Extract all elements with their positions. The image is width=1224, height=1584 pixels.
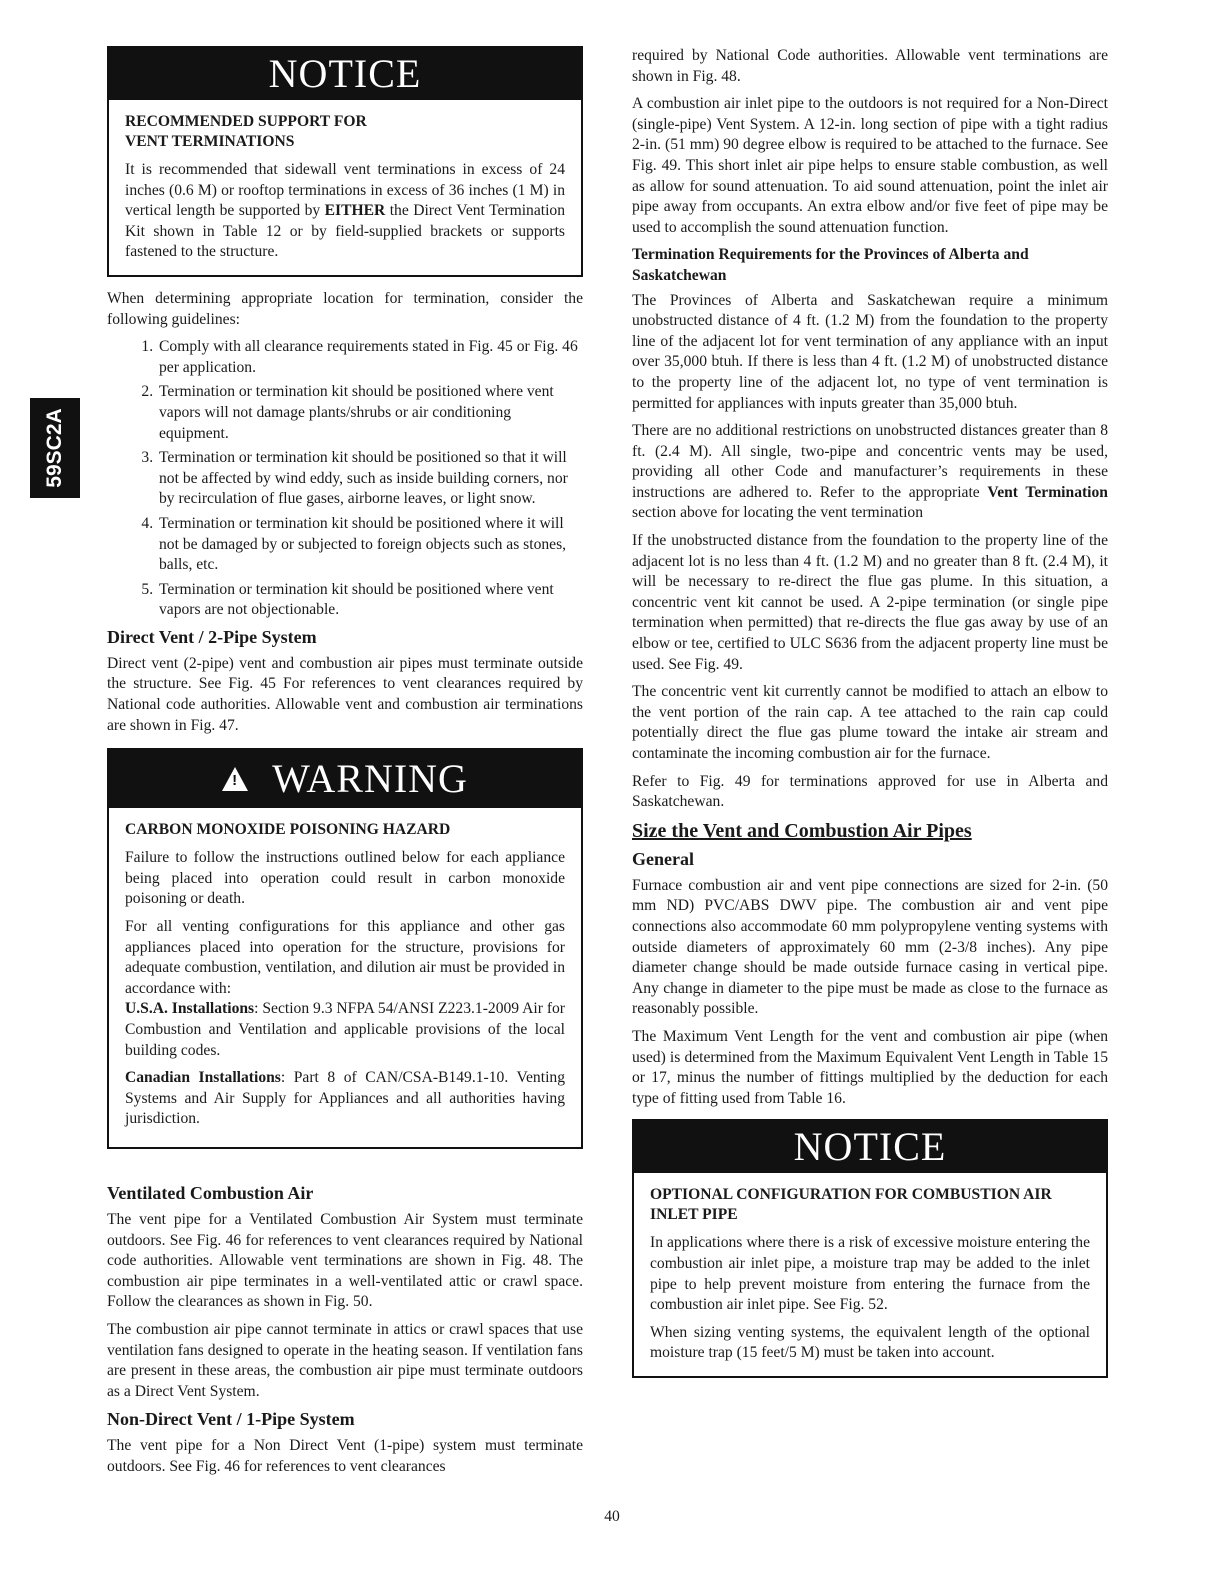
notice-optional-p2: When sizing venting systems, the equivalent length of the optional moisture trap (15 feet/5 M) must be taken into account.: [650, 1323, 1090, 1362]
alberta-p3: If the unobstructed distance from the foundation to the property line of the adjacent lot is no less than 4 ft. (1.2 M) and no greater than 8 ft. (2.4 M), it will be necessary to re-direct the flue gas plume. In this situation, a concentric vent kit cannot be used. A 2-pipe termination (or single pipe termination when permitted) that re-directs the flue gas away by use of an elbow or tee, certified to ULC S636 from the adjacent property line must be used. See Fig. 49.: [632, 532, 1108, 673]
nondirect-heading: Non-Direct Vent / 1-Pipe System: [107, 1409, 355, 1430]
notice-title: RECOMMENDED SUPPORT FOR VENT TERMINATIONS: [125, 113, 367, 150]
size-heading: Size the Vent and Combustion Air Pipes: [632, 819, 972, 842]
alberta-p1: The Provinces of Alberta and Saskatchewan require a minimum unobstructed distance of 4 ft. (1.2 M) from the foundation to the property line of the adjacent lot for vent termination of any appliance with an input over 35,000 btuh. If there is less than 4 ft. (1.2 M) of unobstructed distance to the property line of the adjacent lot, no type of vent termination is permitted for appliances with inputs greater than 35,000 btuh.: [632, 291, 1108, 412]
notice-support-box: [107, 46, 583, 277]
notice-optional-header: NOTICE: [634, 1121, 1106, 1173]
alberta-p2: There are no additional restrictions on unobstructed distances greater than 8 ft. (2.4 M). All single, two-pipe and concentric vents may be used, providing all other Code and manufacturer’s requirements in these instructions are adhered to. Refer to the appropriate Vent Termination section above for locating the vent termination: [632, 422, 1108, 522]
warning-header: ! WARNING: [109, 750, 581, 808]
ventilated-p1: The vent pipe for a Ventilated Combustion Air System must terminate outdoors. See Fig. 46 for references to vent clearances required by National code authorities. Allowable vent terminations are shown in Fig. 48. The combustion air pipe terminates in a well-ventilated attic or crawl space. Follow the clearances as shown in Fig. 50.: [107, 1210, 583, 1311]
direct-vent-text: Direct vent (2-pipe) vent and combustion air pipes must terminate outside the structure. See Fig. 45 For references to vent clearances required by National code authorities. Allowable vent and combustion air terminations are shown in Fig. 47.: [107, 654, 583, 734]
continued-text: required by National Code authorities. Allowable vent terminations are shown in Fig. 48.: [632, 47, 1108, 85]
warning-box: [107, 748, 583, 1149]
general-p2: The Maximum Vent Length for the vent and combustion air pipe (when used) is determined from the Maximum Equivalent Vent Length in Table 15 or 17, minus the number of fittings multiplied by the deduction for each type of fitting used from Table 16.: [632, 1027, 1108, 1107]
guidelines-intro: When determining appropriate location for termination, consider the following guidelines:: [107, 289, 583, 328]
left-column: [107, 46, 583, 1485]
notice-header: NOTICE: [109, 48, 581, 100]
alberta-heading: Termination Requirements for the Provinces of Alberta and Saskatchewan: [632, 246, 1029, 284]
general-heading: General: [632, 848, 694, 869]
list-item: 3. Termination or termination kit should be positioned so that it will not be affected by wind eddy, such as inside building corners, nor by recirculation of flue gases, airborne leaves, or light snow.: [157, 448, 583, 510]
nondirect-text: The vent pipe for a Non Direct Vent (1-pipe) system must terminate outdoors. See Fig. 46 for references to vent clearances: [107, 1437, 583, 1475]
ventilated-heading: Ventilated Combustion Air: [107, 1182, 314, 1203]
notice-optional-title: OPTIONAL CONFIGURATION FOR COMBUSTION AIR INLET PIPE: [650, 1186, 1052, 1224]
general-p1: Furnace combustion air and vent pipe connections are sized for 2-in. (50 mm ND) PVC/ABS DWV pipe. The combustion air and vent pipe connections also accommodate 60 mm polypropylene venting systems with outside diameters of approximately 60 mm (2-3/8 inches). Any pipe diameter change should be made outside furnace casing in vertical pipe. Any change in diameter to the pipe must be made as close to the furnace as reasonably possible.: [632, 876, 1108, 1018]
ventilated-p2: The combustion air pipe cannot terminate in attics or crawl spaces that use ventilation fans designed to operate in the heating season. If ventilation fans are present in these areas, the combustion air pipe must terminate outdoors as a Direct Vent System.: [107, 1320, 583, 1400]
alberta-p5: Refer to Fig. 49 for terminations approved for use in Alberta and Saskatchewan.: [632, 772, 1108, 811]
guidelines-list: [107, 337, 583, 621]
page-number: 40: [604, 1508, 620, 1525]
direct-vent-heading: Direct Vent / 2-Pipe System: [107, 626, 317, 647]
notice-optional-p1: In applications where there is a risk of excessive moisture entering the combustion air inlet pipe, a moisture trap may be added to the inlet pipe to help prevent moisture from entering the furnace from the combustion air inlet pipe. See Fig. 52.: [650, 1234, 1090, 1314]
list-item: 5. Termination or termination kit should be positioned where vent vapors are not objectionable.: [157, 580, 583, 621]
list-item: 2. Termination or termination kit should be positioned where vent vapors will not damage plants/shrubs or air conditioning equipment.: [157, 382, 583, 444]
model-side-tab-label: 59SC2A: [43, 408, 66, 488]
warning-p1: Failure to follow the instructions outlined below for each appliance being placed into operation could result in carbon monoxide poisoning or death.: [125, 849, 565, 908]
warning-p2: For all venting configurations for this appliance and other gas appliances placed into operation for the structure, provisions for adequate combustion, ventilation, and dilution air must be provided in accordance with:: [125, 918, 565, 997]
notice-optional-box: [632, 1119, 1108, 1378]
list-item: 1. Comply with all clearance requirements stated in Fig. 45 or Fig. 46 per application.: [157, 337, 583, 378]
inlet-pipe-text: A combustion air inlet pipe to the outdoors is not required for a Non-Direct (single-pipe) Vent System. A 12-in. long section of pipe with a tight radius 2-in. (51 mm) 90 degree elbow is required to be attached to the furnace. See Fig. 49. This short inlet air pipe helps to ensure stable combustion, as well as allow for sound attenuation. To aid sound attenuation, point the inlet air pipe away from occupants. An extra elbow and/or five feet of pipe may be used to accomplish the sound attenuation function.: [632, 95, 1108, 236]
alberta-p4: The concentric vent kit currently cannot be modified to attach an elbow to the vent portion of the rain cap. A tee attached to the rain cap could potentially direct the flue gas plume toward the intake air stream and contaminate the incoming combustion air for the furnace.: [632, 683, 1108, 762]
warning-triangle-icon: !: [222, 767, 248, 791]
model-side-tab: [30, 398, 80, 498]
list-item: 4. Termination or termination kit should be positioned where it will not be damaged by or subjected to foreign objects such as stones, balls, etc.: [157, 514, 583, 576]
notice-body: It is recommended that sidewall vent terminations in excess of 24 inches (0.6 M) or rooftop terminations in excess of 36 inches (1 M) in vertical length be supported by EITHER the Direct Vent Termination Kit shown in Table 12 or by field-supplied brackets or supports fastened to the structure.: [125, 161, 566, 261]
warning-title: CARBON MONOXIDE POISONING HAZARD: [125, 821, 451, 839]
warning-canada: Canadian Installations: Part 8 of CAN/CSA-B149.1-10. Venting Systems and Air Supply for Appliances and all authorities having jurisdiction.: [125, 1069, 565, 1128]
warning-usa: U.S.A. Installations: Section 9.3 NFPA 54/ANSI Z223.1-2009 Air for Combustion and Ventilation and applicable provisions of the local building codes.: [125, 1000, 566, 1059]
right-column: [632, 46, 1108, 1390]
